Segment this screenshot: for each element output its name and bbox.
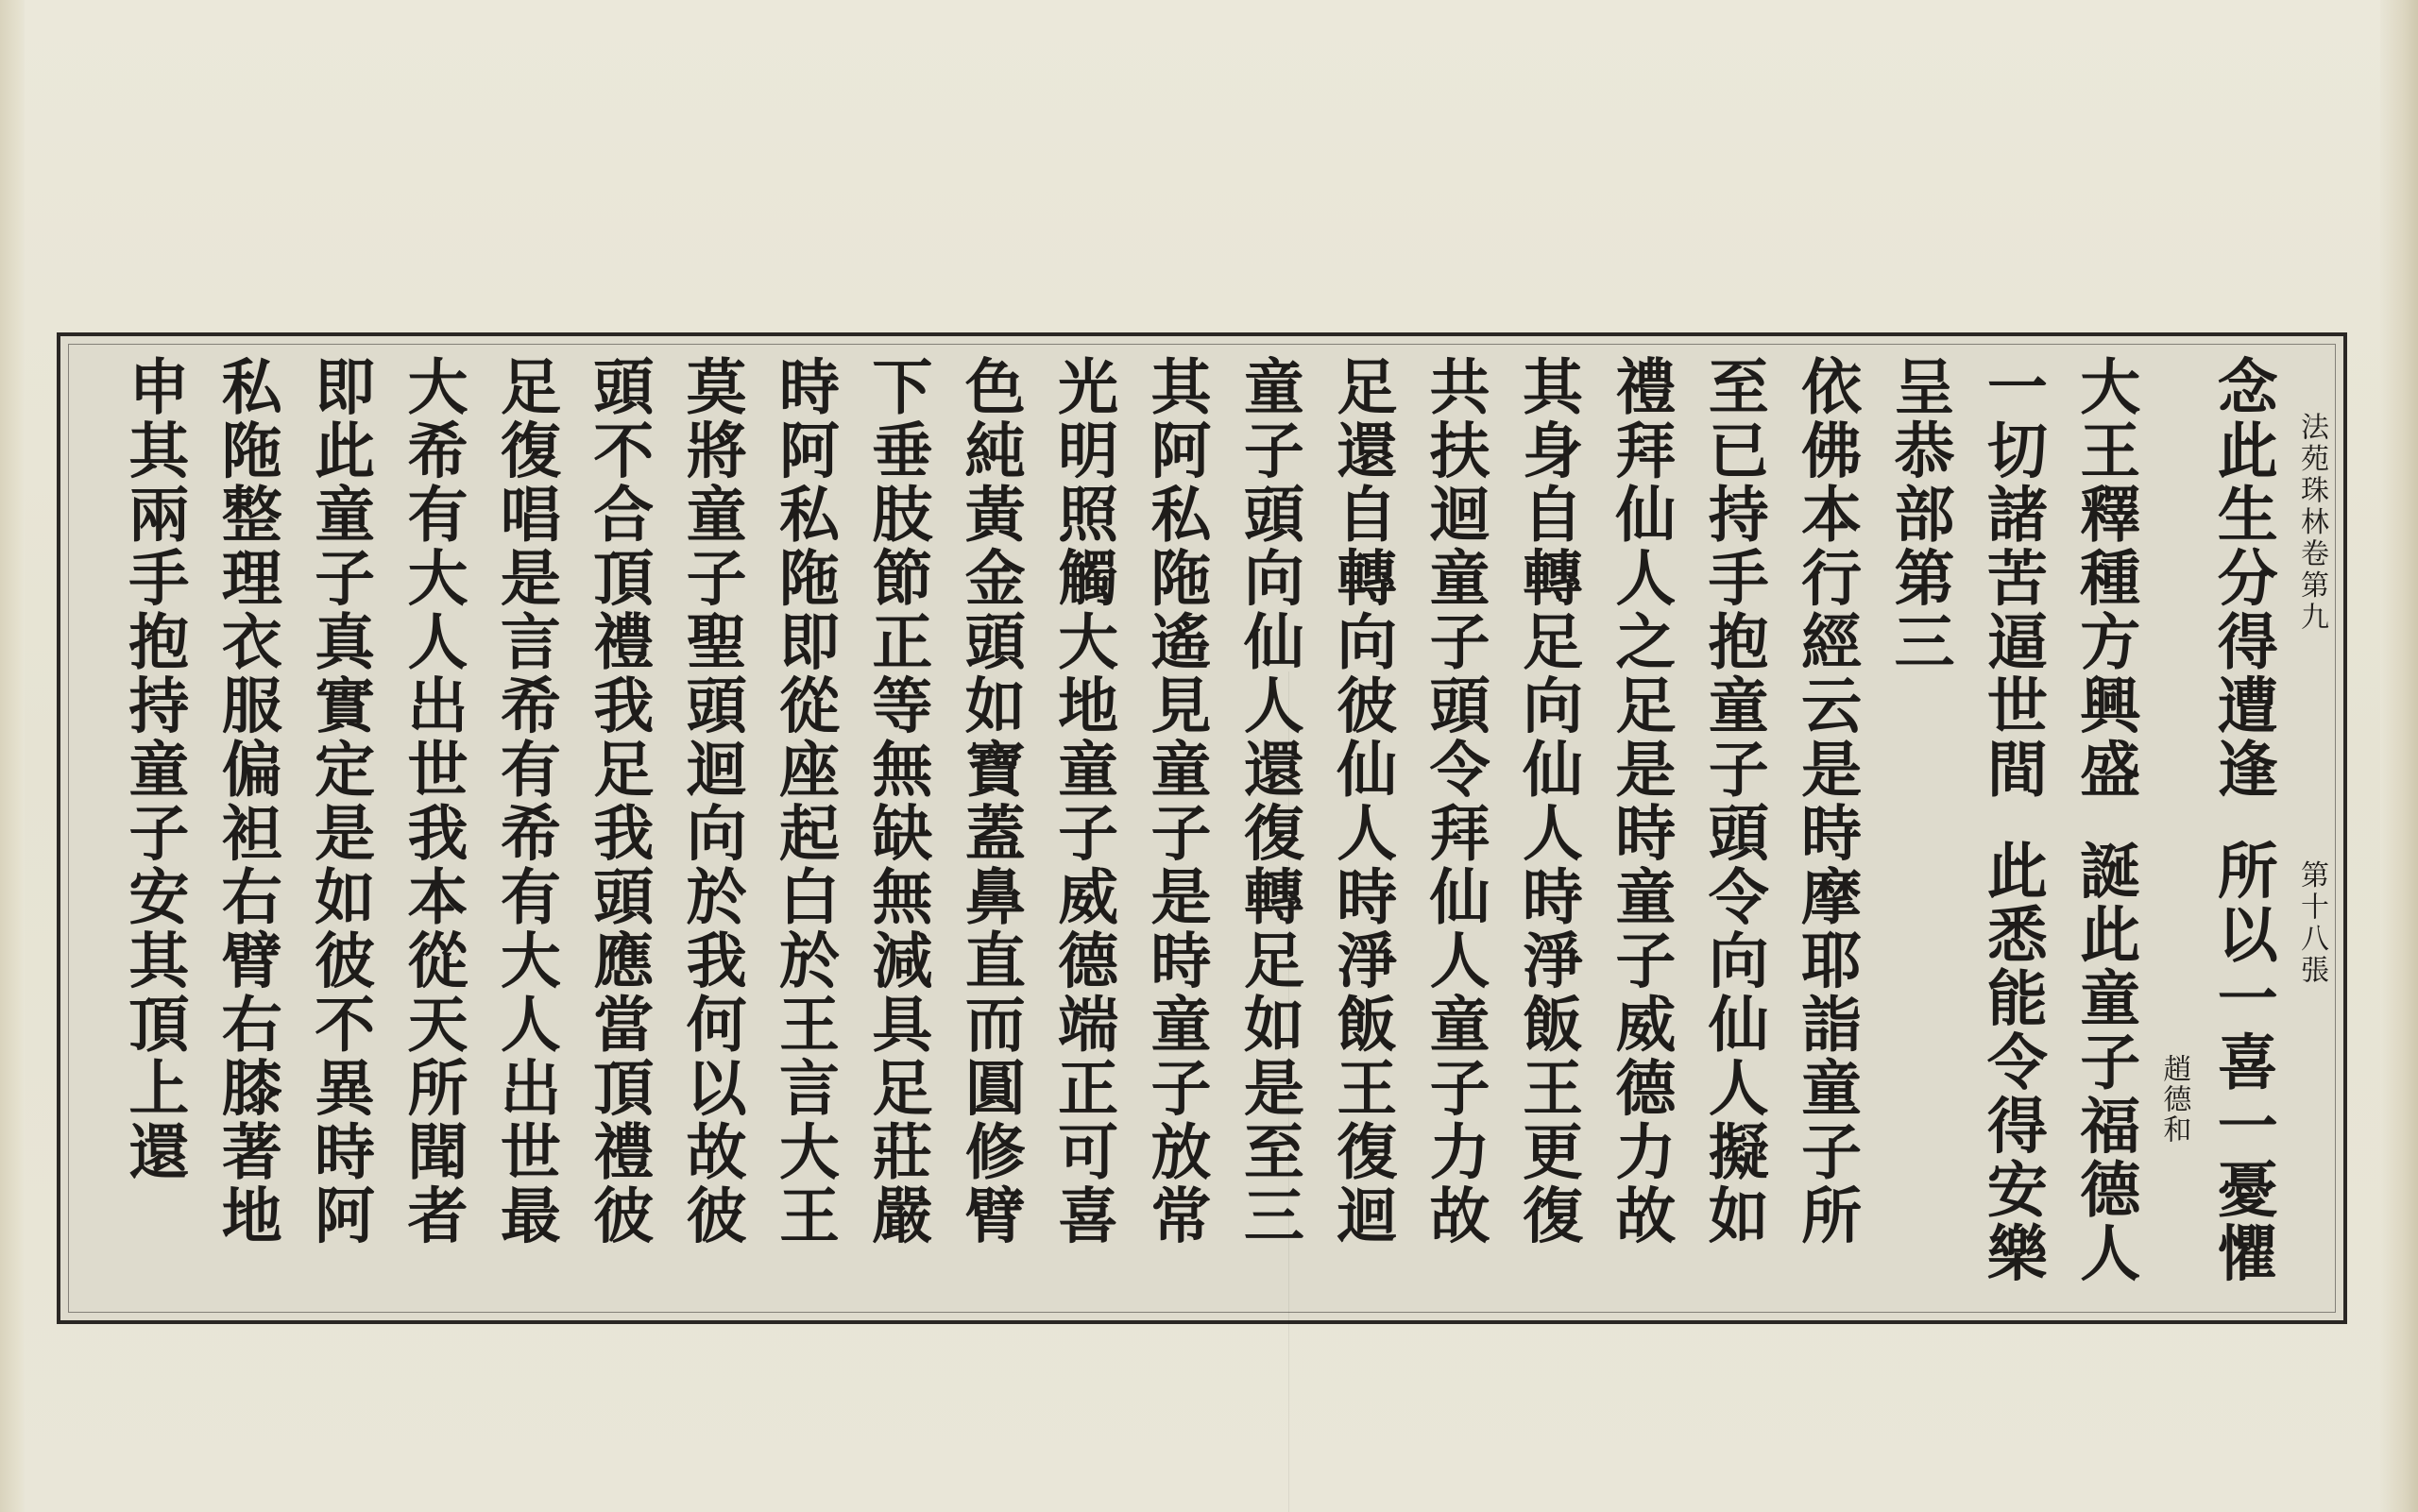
text-line: 大希有大人出世我本從天所聞者 bbox=[397, 355, 468, 1248]
text-column bbox=[1502, 355, 1594, 1309]
text-line: 禮拜仙人之足是時童子威德力故 bbox=[1605, 355, 1677, 1248]
text-column bbox=[851, 355, 944, 1309]
text-column bbox=[1037, 355, 1130, 1309]
section-heading-column bbox=[1873, 355, 1966, 1309]
margin-title: 法苑珠林卷第九 bbox=[2295, 412, 2328, 634]
verse-line-a: 念此生分得遭逢 bbox=[2206, 355, 2278, 802]
verse-line-a: 大王釋種方興盛 bbox=[2069, 355, 2141, 802]
verse-column bbox=[2059, 355, 2152, 1309]
verse-line-a: 一切諸苦逼世間 bbox=[1976, 355, 2048, 802]
text-line: 童子頭向仙人還復轉足如是至三 bbox=[1233, 355, 1304, 1248]
text-line: 共扶迴童子頭令拜仙人童子力故 bbox=[1419, 355, 1490, 1248]
text-column bbox=[665, 355, 758, 1309]
carver-column bbox=[2152, 1054, 2196, 1262]
text-column bbox=[1130, 355, 1222, 1309]
text-line: 頭不合頂禮我足我頭應當頂禮彼 bbox=[583, 355, 655, 1248]
text-column bbox=[1687, 355, 1779, 1309]
text-line: 其阿私陁遙見童子是時童子放常 bbox=[1140, 355, 1212, 1248]
print-frame bbox=[57, 332, 2347, 1324]
verse-column bbox=[1966, 355, 2058, 1309]
margin-page-number: 第十八張 bbox=[2295, 859, 2328, 987]
text-column bbox=[572, 355, 665, 1309]
text-line: 即此童子真實定是如彼不異時阿 bbox=[304, 355, 376, 1248]
left-page-edge bbox=[0, 0, 25, 1512]
text-line: 足還自轉向彼仙人時淨飯王復迴 bbox=[1326, 355, 1398, 1248]
text-line: 足復唱是言希有希有大人出世最 bbox=[489, 355, 561, 1248]
text-column bbox=[1222, 355, 1315, 1309]
text-column bbox=[1408, 355, 1501, 1309]
verse-column bbox=[2196, 355, 2289, 1309]
verse-line-b: 誕此童子福德人 bbox=[2069, 839, 2141, 1285]
text-line: 申其兩手抱持童子安其頂上還 bbox=[118, 355, 190, 1184]
text-column bbox=[944, 355, 1036, 1309]
text-line: 依佛本行經云是時摩耶詣童子所 bbox=[1791, 355, 1863, 1248]
section-heading: 呈恭部第三 bbox=[1883, 355, 1955, 674]
text-column bbox=[758, 355, 851, 1309]
text-column bbox=[386, 355, 479, 1309]
text-column bbox=[108, 355, 200, 1309]
margin-title-column bbox=[2290, 412, 2334, 1300]
text-line: 至已持手抱童子頭令向仙人擬如 bbox=[1697, 355, 1769, 1248]
text-line: 莫將童子聖頭迴向於我何以故彼 bbox=[675, 355, 747, 1248]
text-column bbox=[1780, 355, 1873, 1309]
carver-name: 趙德和 bbox=[2157, 1054, 2191, 1145]
text-column bbox=[294, 355, 386, 1309]
right-page-edge bbox=[2380, 0, 2418, 1512]
text-column bbox=[1594, 355, 1687, 1309]
text-line: 光明照觸大地童子威德端正可喜 bbox=[1047, 355, 1119, 1248]
text-line: 其身自轉足向仙人時淨飯王更復 bbox=[1511, 355, 1583, 1248]
text-columns bbox=[108, 355, 2334, 1311]
text-line: 私陁整理衣服偏袒右臂右膝著地 bbox=[211, 355, 282, 1248]
text-line: 下垂肢節正等無缺無減具足莊嚴 bbox=[861, 355, 933, 1248]
text-line: 色純黃金頭如寶蓋鼻直而圓修臂 bbox=[954, 355, 1026, 1248]
verse-line-b: 所以一喜一憂懼 bbox=[2206, 839, 2278, 1285]
verse-line-b: 此悉能令得安樂 bbox=[1976, 839, 2048, 1285]
text-line: 時阿私陁即從座起白於王言大王 bbox=[768, 355, 840, 1248]
text-column bbox=[200, 355, 293, 1309]
text-column bbox=[1316, 355, 1408, 1309]
text-column bbox=[479, 355, 571, 1309]
